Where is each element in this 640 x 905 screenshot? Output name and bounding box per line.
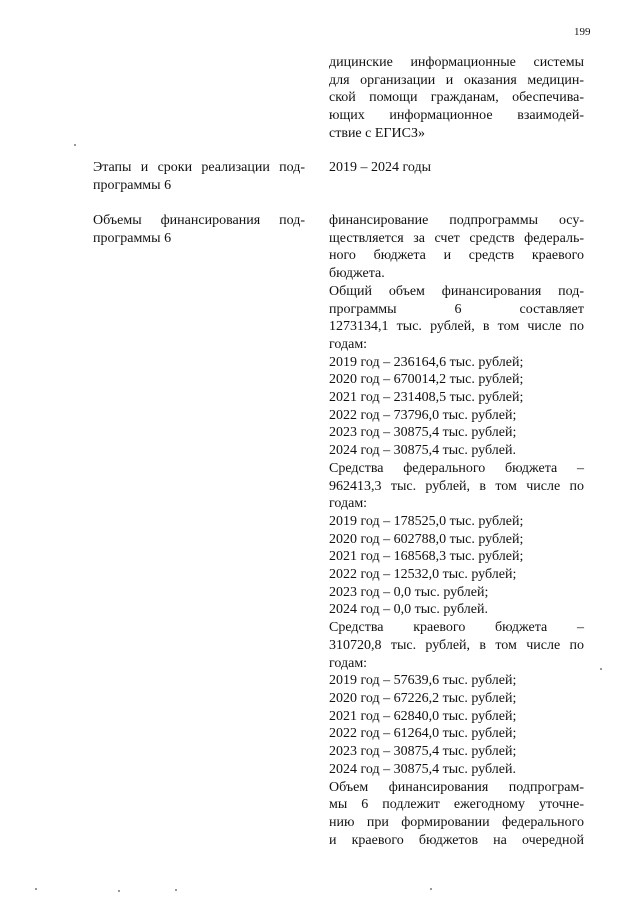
year-line: 2021 год – 231408,5 тыс. рублей; [329,390,524,406]
text-line: ской помощи гражданам, обеспечива- [329,90,584,106]
regional-funding-by-year [329,672,584,778]
text-line: программы 6 составляет [329,301,584,317]
year-line: 2019 год – 57639,6 тыс. рублей; [329,673,517,689]
text-line: и краевого бюджетов на очередной [329,832,584,848]
stages-value [329,159,584,177]
label-line: программы 6 [93,177,172,193]
text-line: бюджета. [329,266,385,282]
funding-text-block [329,212,584,849]
funding-note-paragraph [329,779,584,850]
year-line: 2023 год – 0,0 тыс. рублей; [329,584,489,600]
text-line: годам: [329,655,368,671]
year-line: 2019 год – 236164,6 тыс. рублей; [329,354,524,370]
scan-speck [600,668,602,670]
label-line: программы 6 [93,230,172,246]
year-line: 2022 год – 12532,0 тыс. рублей; [329,567,517,583]
year-line: 2023 год – 30875,4 тыс. рублей; [329,425,517,441]
text-line: 310720,8 тыс. рублей, в том числе по [329,637,584,653]
scan-speck [74,144,76,146]
total-funding-paragraph [329,283,584,354]
intro-text-block [329,54,584,143]
text-line: 962413,3 тыс. рублей, в том числе по [329,478,584,494]
federal-funding-paragraph [329,460,584,513]
scan-speck [118,890,120,892]
funding-label [93,212,305,247]
year-line: 2024 год – 30875,4 тыс. рублей. [329,443,516,459]
text-line: Средства краевого бюджета – [329,620,584,636]
text-line: финансирование подпрограммы осу- [329,213,584,228]
year-line: 2022 год – 73796,0 тыс. рублей; [329,407,517,423]
year-line: 2024 год – 30875,4 тыс. рублей. [329,761,516,777]
year-line: 2019 год – 178525,0 тыс. рублей; [329,513,524,529]
text-line: ного бюджета и средств краевого [329,248,584,264]
text-line: Общий объем финансирования под- [329,283,584,299]
text-line: для организации и оказания медицин- [329,72,584,88]
year-line: 2021 год – 62840,0 тыс. рублей; [329,708,517,724]
text-line: ществляется за счет средств федераль- [329,230,584,246]
regional-funding-paragraph [329,619,584,672]
scan-speck [175,889,177,891]
text-line: 1273134,1 тыс. рублей, в том числе по [329,319,584,335]
funding-intro-paragraph [329,212,584,283]
scan-speck [35,888,37,890]
text-line: дицинские информационные системы [329,55,584,70]
text-line: Объем финансирования подпрограм- [329,779,584,795]
federal-funding-by-year [329,513,584,619]
total-funding-by-year [329,354,584,460]
year-line: 2020 год – 602788,0 тыс. рублей; [329,531,524,547]
label-line: Объемы финансирования под- [93,213,305,228]
year-line: 2024 год – 0,0 тыс. рублей. [329,602,488,618]
stages-value-text: 2019 – 2024 годы [329,160,432,175]
text-line: ющих информационное взаимодей- [329,108,584,124]
scan-speck [430,888,432,890]
text-line: нию при формировании федерального [329,814,584,830]
year-line: 2020 год – 670014,2 тыс. рублей; [329,372,524,388]
text-line: годам: [329,336,368,352]
text-line: годам: [329,496,368,512]
text-line: мы 6 подлежит ежегодному уточне- [329,797,584,813]
label-line: Этапы и сроки реализации под- [93,160,305,175]
text-line: ствие с ЕГИСЗ» [329,125,425,141]
stages-label [93,159,305,194]
year-line: 2020 год – 67226,2 тыс. рублей; [329,690,517,706]
year-line: 2021 год – 168568,3 тыс. рублей; [329,549,524,565]
year-line: 2022 год – 61264,0 тыс. рублей; [329,726,517,742]
year-line: 2023 год – 30875,4 тыс. рублей; [329,744,517,760]
page-number: 199 [574,26,591,38]
text-line: Средства федерального бюджета – [329,460,584,476]
